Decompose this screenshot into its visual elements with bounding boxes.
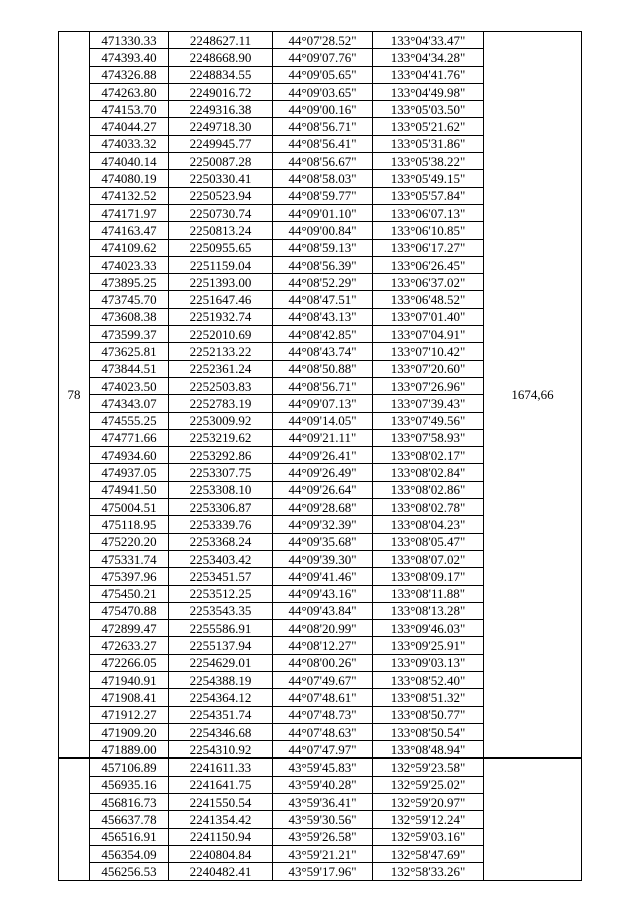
longitude-cell: 133°07'39.43" [373,395,484,412]
x-coordinate-cell: 474771.66 [90,429,169,446]
y-coordinate-cell: 2249945.77 [169,135,273,152]
longitude-cell: 132°59'20.97" [373,794,484,811]
y-coordinate-cell: 2250087.28 [169,153,273,170]
longitude-cell: 133°08'50.54" [373,723,484,740]
x-coordinate-cell: 472899.47 [90,620,169,637]
longitude-cell: 132°59'03.16" [373,828,484,845]
y-coordinate-cell: 2241150.94 [169,828,273,845]
x-coordinate-cell: 456256.53 [90,863,169,880]
y-coordinate-cell: 2252783.19 [169,395,273,412]
longitude-cell: 133°04'41.76" [373,66,484,83]
latitude-cell: 44°08'56.71" [273,377,373,394]
y-coordinate-cell: 2249718.30 [169,118,273,135]
latitude-cell: 44°09'07.13" [273,395,373,412]
x-coordinate-cell: 456354.09 [90,845,169,862]
latitude-cell: 44°08'12.27" [273,637,373,654]
longitude-cell: 133°04'49.98" [373,83,484,100]
longitude-cell: 133°08'51.32" [373,689,484,706]
longitude-cell: 133°06'48.52" [373,291,484,308]
x-coordinate-cell: 473599.37 [90,326,169,343]
latitude-cell: 44°09'01.10" [273,204,373,221]
table-row [59,758,582,776]
latitude-cell: 43°59'45.83" [273,758,373,776]
x-coordinate-cell: 456935.16 [90,776,169,793]
y-coordinate-cell: 2248668.90 [169,49,273,66]
latitude-cell: 44°09'03.65" [273,83,373,100]
longitude-cell: 133°06'10.85" [373,222,484,239]
area-cell: 1674,66 [484,32,582,759]
x-coordinate-cell: 456637.78 [90,811,169,828]
x-coordinate-cell: 473625.81 [90,343,169,360]
y-coordinate-cell: 2251647.46 [169,291,273,308]
y-coordinate-cell: 2251159.04 [169,256,273,273]
longitude-cell: 132°59'12.24" [373,811,484,828]
latitude-cell: 43°59'26.58" [273,828,373,845]
x-coordinate-cell: 473895.25 [90,274,169,291]
x-coordinate-cell: 474326.88 [90,66,169,83]
latitude-cell: 44°08'52.29" [273,274,373,291]
latitude-cell: 43°59'30.56" [273,811,373,828]
x-coordinate-cell: 475450.21 [90,585,169,602]
y-coordinate-cell: 2240804.84 [169,845,273,862]
latitude-cell: 44°09'41.46" [273,568,373,585]
y-coordinate-cell: 2254388.19 [169,671,273,688]
y-coordinate-cell: 2241641.75 [169,776,273,793]
latitude-cell: 44°08'59.77" [273,187,373,204]
latitude-cell: 44°08'43.13" [273,308,373,325]
x-coordinate-cell: 471889.00 [90,741,169,759]
latitude-cell: 44°08'47.51" [273,291,373,308]
longitude-cell: 133°08'02.78" [373,499,484,516]
y-coordinate-cell: 2255137.94 [169,637,273,654]
x-coordinate-cell: 456816.73 [90,794,169,811]
latitude-cell: 44°08'56.41" [273,135,373,152]
latitude-cell: 44°09'39.30" [273,550,373,567]
latitude-cell: 44°07'48.61" [273,689,373,706]
longitude-cell: 133°08'02.86" [373,481,484,498]
x-coordinate-cell: 474153.70 [90,101,169,118]
longitude-cell: 133°08'04.23" [373,516,484,533]
latitude-cell: 44°08'56.67" [273,153,373,170]
coordinates-table [58,31,582,881]
x-coordinate-cell: 474934.60 [90,447,169,464]
y-coordinate-cell: 2249016.72 [169,83,273,100]
latitude-cell: 44°08'00.26" [273,654,373,671]
latitude-cell: 44°08'56.39" [273,256,373,273]
longitude-cell: 133°05'57.84" [373,187,484,204]
y-coordinate-cell: 2253451.57 [169,568,273,585]
latitude-cell: 44°07'48.73" [273,706,373,723]
latitude-cell: 44°09'26.64" [273,481,373,498]
latitude-cell: 44°09'00.16" [273,101,373,118]
longitude-cell: 133°07'04.91" [373,326,484,343]
latitude-cell: 44°08'42.85" [273,326,373,343]
latitude-cell: 44°07'28.52" [273,32,373,49]
x-coordinate-cell: 471940.91 [90,671,169,688]
y-coordinate-cell: 2253543.35 [169,602,273,619]
y-coordinate-cell: 2248627.11 [169,32,273,49]
y-coordinate-cell: 2254629.01 [169,654,273,671]
x-coordinate-cell: 475470.88 [90,602,169,619]
y-coordinate-cell: 2241550.54 [169,794,273,811]
x-coordinate-cell: 472266.05 [90,654,169,671]
x-coordinate-cell: 475331.74 [90,550,169,567]
y-coordinate-cell: 2254364.12 [169,689,273,706]
y-coordinate-cell: 2253306.87 [169,499,273,516]
latitude-cell: 44°09'07.76" [273,49,373,66]
longitude-cell: 133°08'02.84" [373,464,484,481]
x-coordinate-cell: 474171.97 [90,204,169,221]
latitude-cell: 44°09'14.05" [273,412,373,429]
longitude-cell: 133°08'50.77" [373,706,484,723]
y-coordinate-cell: 2241354.42 [169,811,273,828]
y-coordinate-cell: 2254346.68 [169,723,273,740]
x-coordinate-cell: 471912.27 [90,706,169,723]
x-coordinate-cell: 474040.14 [90,153,169,170]
longitude-cell: 133°08'05.47" [373,533,484,550]
y-coordinate-cell: 2250330.41 [169,170,273,187]
longitude-cell: 133°05'31.86" [373,135,484,152]
longitude-cell: 133°09'46.03" [373,620,484,637]
x-coordinate-cell: 457106.89 [90,758,169,776]
latitude-cell: 43°59'40.28" [273,776,373,793]
latitude-cell: 43°59'17.96" [273,863,373,880]
x-coordinate-cell: 472633.27 [90,637,169,654]
longitude-cell: 133°07'26.96" [373,377,484,394]
x-coordinate-cell: 474023.50 [90,377,169,394]
latitude-cell: 44°08'58.03" [273,170,373,187]
longitude-cell: 133°04'33.47" [373,32,484,49]
x-coordinate-cell: 471909.20 [90,723,169,740]
longitude-cell: 132°59'23.58" [373,758,484,776]
x-coordinate-cell: 471330.33 [90,32,169,49]
x-coordinate-cell: 471908.41 [90,689,169,706]
x-coordinate-cell: 474937.05 [90,464,169,481]
longitude-cell: 133°04'34.28" [373,49,484,66]
x-coordinate-cell: 474555.25 [90,412,169,429]
x-coordinate-cell: 474023.33 [90,256,169,273]
x-coordinate-cell: 475004.51 [90,499,169,516]
longitude-cell: 133°07'20.60" [373,360,484,377]
longitude-cell: 133°05'21.62" [373,118,484,135]
y-coordinate-cell: 2253009.92 [169,412,273,429]
longitude-cell: 133°07'49.56" [373,412,484,429]
longitude-cell: 133°08'09.17" [373,568,484,585]
y-coordinate-cell: 2253307.75 [169,464,273,481]
y-coordinate-cell: 2250730.74 [169,204,273,221]
latitude-cell: 44°09'35.68" [273,533,373,550]
table-row [59,32,582,49]
parcel-number-cell [59,758,90,880]
longitude-cell: 133°07'58.93" [373,429,484,446]
parcel-number-cell: 78 [59,32,90,759]
longitude-cell: 133°09'25.91" [373,637,484,654]
x-coordinate-cell: 456516.91 [90,828,169,845]
y-coordinate-cell: 2250523.94 [169,187,273,204]
latitude-cell: 44°08'43.74" [273,343,373,360]
latitude-cell: 44°09'26.41" [273,447,373,464]
y-coordinate-cell: 2249316.38 [169,101,273,118]
longitude-cell: 133°08'07.02" [373,550,484,567]
y-coordinate-cell: 2255586.91 [169,620,273,637]
x-coordinate-cell: 474044.27 [90,118,169,135]
y-coordinate-cell: 2241611.33 [169,758,273,776]
y-coordinate-cell: 2253403.42 [169,550,273,567]
longitude-cell: 133°05'03.50" [373,101,484,118]
longitude-cell: 133°08'48.94" [373,741,484,759]
longitude-cell: 133°05'38.22" [373,153,484,170]
longitude-cell: 132°58'47.69" [373,845,484,862]
longitude-cell: 133°08'11.88" [373,585,484,602]
x-coordinate-cell: 474080.19 [90,170,169,187]
longitude-cell: 133°07'01.40" [373,308,484,325]
latitude-cell: 43°59'36.41" [273,794,373,811]
longitude-cell: 133°06'17.27" [373,239,484,256]
y-coordinate-cell: 2253512.25 [169,585,273,602]
y-coordinate-cell: 2254351.74 [169,706,273,723]
x-coordinate-cell: 474941.50 [90,481,169,498]
x-coordinate-cell: 474163.47 [90,222,169,239]
y-coordinate-cell: 2253339.76 [169,516,273,533]
y-coordinate-cell: 2253219.62 [169,429,273,446]
area-cell [484,758,582,880]
y-coordinate-cell: 2252010.69 [169,326,273,343]
longitude-cell: 133°08'13.28" [373,602,484,619]
y-coordinate-cell: 2251932.74 [169,308,273,325]
latitude-cell: 44°08'56.71" [273,118,373,135]
longitude-cell: 132°58'33.26" [373,863,484,880]
longitude-cell: 133°06'26.45" [373,256,484,273]
latitude-cell: 44°07'48.63" [273,723,373,740]
x-coordinate-cell: 474109.62 [90,239,169,256]
y-coordinate-cell: 2248834.55 [169,66,273,83]
longitude-cell: 132°59'25.02" [373,776,484,793]
y-coordinate-cell: 2253308.10 [169,481,273,498]
y-coordinate-cell: 2253368.24 [169,533,273,550]
latitude-cell: 44°08'20.99" [273,620,373,637]
y-coordinate-cell: 2250813.24 [169,222,273,239]
y-coordinate-cell: 2252361.24 [169,360,273,377]
longitude-cell: 133°07'10.42" [373,343,484,360]
y-coordinate-cell: 2252133.22 [169,343,273,360]
x-coordinate-cell: 475220.20 [90,533,169,550]
longitude-cell: 133°05'49.15" [373,170,484,187]
y-coordinate-cell: 2254310.92 [169,741,273,759]
y-coordinate-cell: 2250955.65 [169,239,273,256]
latitude-cell: 43°59'21.21" [273,845,373,862]
x-coordinate-cell: 475118.95 [90,516,169,533]
x-coordinate-cell: 475397.96 [90,568,169,585]
x-coordinate-cell: 473745.70 [90,291,169,308]
y-coordinate-cell: 2253292.86 [169,447,273,464]
x-coordinate-cell: 474343.07 [90,395,169,412]
longitude-cell: 133°06'37.02" [373,274,484,291]
latitude-cell: 44°09'43.16" [273,585,373,602]
x-coordinate-cell: 473844.51 [90,360,169,377]
longitude-cell: 133°08'52.40" [373,671,484,688]
longitude-cell: 133°08'02.17" [373,447,484,464]
latitude-cell: 44°09'43.84" [273,602,373,619]
longitude-cell: 133°06'07.13" [373,204,484,221]
latitude-cell: 44°09'26.49" [273,464,373,481]
y-coordinate-cell: 2252503.83 [169,377,273,394]
x-coordinate-cell: 473608.38 [90,308,169,325]
x-coordinate-cell: 474263.80 [90,83,169,100]
latitude-cell: 44°08'59.13" [273,239,373,256]
longitude-cell: 133°09'03.13" [373,654,484,671]
x-coordinate-cell: 474033.32 [90,135,169,152]
y-coordinate-cell: 2251393.00 [169,274,273,291]
latitude-cell: 44°07'47.97" [273,741,373,759]
latitude-cell: 44°09'28.68" [273,499,373,516]
latitude-cell: 44°09'00.84" [273,222,373,239]
latitude-cell: 44°09'32.39" [273,516,373,533]
latitude-cell: 44°09'21.11" [273,429,373,446]
latitude-cell: 44°08'50.88" [273,360,373,377]
y-coordinate-cell: 2240482.41 [169,863,273,880]
latitude-cell: 44°07'49.67" [273,671,373,688]
latitude-cell: 44°09'05.65" [273,66,373,83]
coordinates-table-body [59,32,582,881]
x-coordinate-cell: 474132.52 [90,187,169,204]
x-coordinate-cell: 474393.40 [90,49,169,66]
